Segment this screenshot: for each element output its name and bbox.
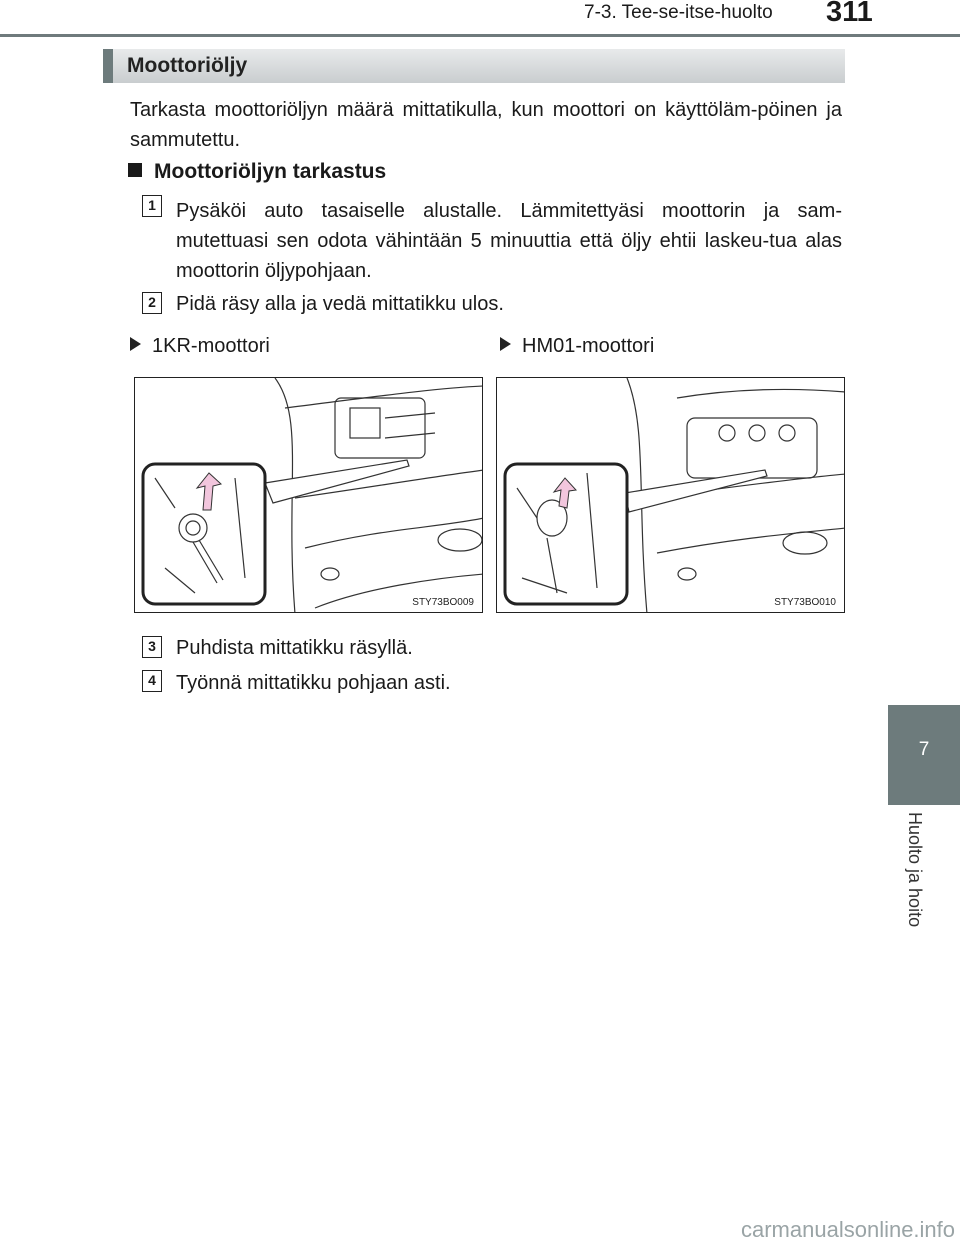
- square-bullet-icon: [128, 163, 142, 177]
- step-4-text: Työnnä mittatikku pohjaan asti.: [176, 672, 451, 694]
- step-2-number: 2: [142, 292, 162, 314]
- step-2-text: Pidä räsy alla ja vedä mittatikku ulos.: [176, 293, 504, 315]
- subheading: [128, 160, 386, 184]
- figure-2-label-text: HM01-moottori: [522, 335, 655, 357]
- triangle-arrow-icon: [500, 337, 511, 351]
- figure-2-label: [500, 335, 654, 358]
- figure-2-code: STY73BO010: [774, 597, 836, 608]
- step-1-text: Pysäköi auto tasaiselle alustalle. Lämmitettyäsi moottorin ja sam-mutettuasi sen odota vähintään 5 minuuttia että öljy ehtii laskeu-tua alas moottorin öljypohjaan.: [176, 200, 842, 282]
- header-rule: [0, 34, 960, 37]
- chapter-tab: [888, 705, 960, 805]
- step-1-number: 1: [142, 195, 162, 217]
- engine-illustration-2: [497, 378, 845, 613]
- page-number: 311: [826, 0, 873, 28]
- step-3-number: 3: [142, 636, 162, 658]
- figure-1-code: STY73BO009: [412, 597, 474, 608]
- figure-2: [496, 377, 845, 613]
- figure-1: [134, 377, 483, 613]
- triangle-arrow-icon: [130, 337, 141, 351]
- watermark: carmanualsonline.info: [741, 1217, 956, 1242]
- chapter-number: 7: [918, 739, 930, 760]
- figure-1-label: [130, 335, 270, 358]
- chapter-label: Huolto ja hoito: [905, 812, 925, 928]
- step-4-number: 4: [142, 670, 162, 692]
- header-section: 7-3. Tee-se-itse-huolto: [584, 2, 773, 23]
- subheading-text: Moottoriöljyn tarkastus: [154, 160, 387, 183]
- section-title-bar: [103, 49, 845, 83]
- figure-1-label-text: 1KR-moottori: [152, 335, 270, 357]
- step-3-text: Puhdista mittatikku räsyllä.: [176, 637, 413, 659]
- intro-paragraph: Tarkasta moottoriöljyn määrä mittatikulla, kun moottori on käyttöläm-pöinen ja sammutettu.: [130, 99, 842, 151]
- section-title: Moottoriöljy: [127, 54, 248, 77]
- engine-illustration-1: [135, 378, 483, 613]
